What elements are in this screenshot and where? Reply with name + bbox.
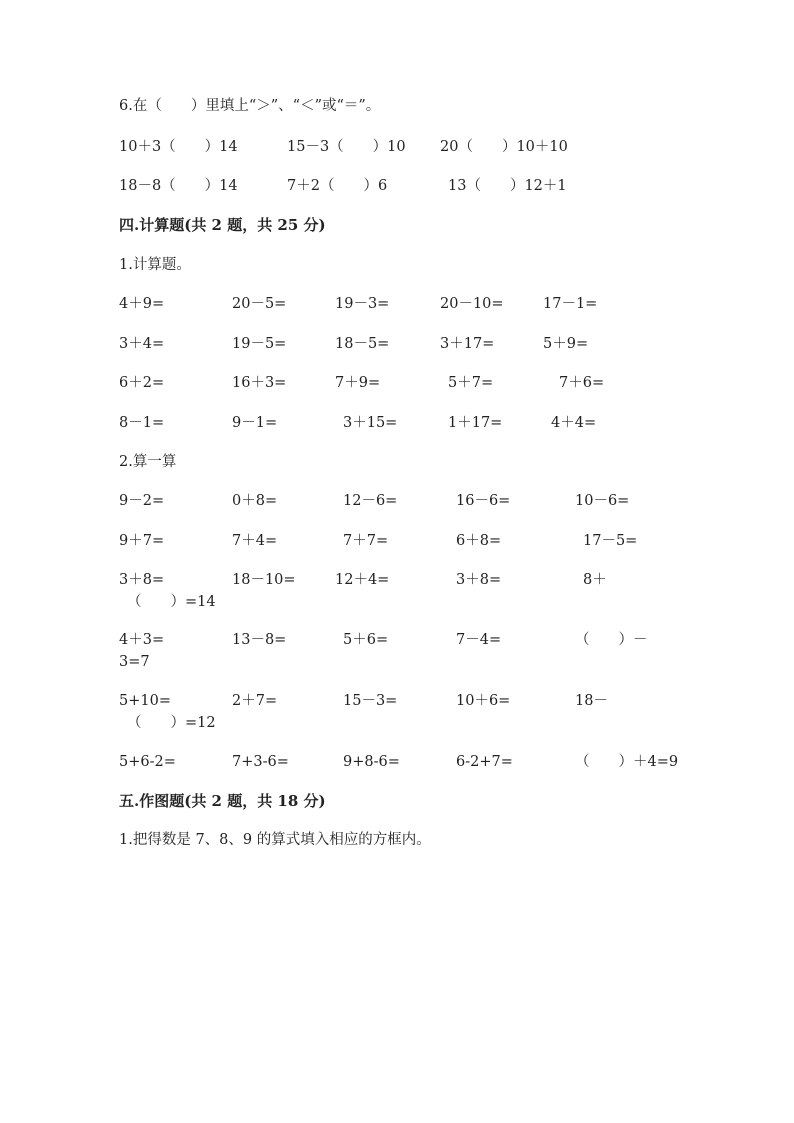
calc-item: 10－6= [575,493,630,509]
calc-item: 9－2= [119,493,165,509]
calc-item: 4＋4= [551,415,597,431]
calc-item: 16＋3= [232,375,287,391]
calc-item: 3＋15= [343,415,398,431]
calc-item: 17－5= [583,533,638,549]
calc-item: 8＋ [583,572,607,588]
calc-item: 4＋9= [119,296,165,312]
calc-item: 9－1= [232,415,278,431]
calc-item: 5+10= [119,693,171,709]
calc-item: 18－10= [232,572,296,588]
section-4-q2-title: 2.算一算 [119,454,177,470]
calc-item: 6-2+7= [456,754,513,770]
calc-item: 19－3= [335,296,390,312]
calc-item: 5＋9= [543,336,589,352]
calc-item: 3＋4= [119,336,165,352]
calc-item: 0＋8= [232,493,278,509]
calc-item: 12＋4= [335,572,390,588]
calc-item: 6＋2= [119,375,165,391]
calc-item: 7+3-6= [232,754,289,770]
calc-item: 20－5= [232,296,287,312]
section-4-heading: 四.计算题(共 2 题，共 25 分) [119,216,326,234]
section-5-q1-title: 1.把得数是 7、8、9 的算式填入相应的方框内。 [119,832,431,848]
calc-item: 5＋6= [343,632,389,648]
calc-item: 18－5= [335,336,390,352]
calc-item: 7＋7= [343,533,389,549]
calc-item-wrap: （ ）=14 [127,594,216,610]
calc-item: 9＋7= [119,533,165,549]
calc-item: （ ）－ [575,632,648,648]
q6-item: 10＋3（ ）14 [119,139,238,155]
calc-item: 13－8= [232,632,287,648]
calc-item-wrap: 3=7 [119,654,150,670]
calc-item: 17－1= [543,296,598,312]
calc-item: 5+6-2= [119,754,176,770]
calc-item: 10＋6= [456,693,511,709]
calc-item: 20－10= [440,296,504,312]
q6-item: 18－8（ ）14 [119,178,238,194]
calc-item: 3＋17= [440,336,495,352]
calc-item: 5＋7= [448,375,494,391]
calc-item: 19－5= [232,336,287,352]
calc-item: 1＋17= [448,415,503,431]
question-6-title: 6.在（ ）里填上“＞”、“＜”或“＝”。 [119,98,381,114]
section-4-q1-title: 1.计算题。 [119,257,191,273]
calc-item: 18－ [575,693,608,709]
calc-item: 2＋7= [232,693,278,709]
q6-item: 7＋2（ ）6 [287,178,388,194]
calc-item: 12－6= [343,493,398,509]
calc-item: 6＋8= [456,533,502,549]
calc-item: 7－4= [456,632,502,648]
q6-item: 13（ ）12＋1 [448,178,567,194]
section-5-heading: 五.作图题(共 2 题，共 18 分) [119,792,326,810]
q6-item: 15－3（ ）10 [287,139,406,155]
calc-item: 4＋3= [119,632,165,648]
calc-item: 16－6= [456,493,511,509]
calc-item: 9+8-6= [343,754,400,770]
calc-item: 3＋8= [456,572,502,588]
calc-item: 7＋6= [559,375,605,391]
calc-item: 7＋9= [335,375,381,391]
calc-item-wrap: （ ）=12 [127,715,216,731]
q6-item: 20（ ）10＋10 [440,139,568,155]
calc-item: 8－1= [119,415,165,431]
calc-item: （ ）＋4=9 [575,754,679,770]
calc-item: 7＋4= [232,533,278,549]
calc-item: 3＋8= [119,572,165,588]
calc-item: 15－3= [343,693,398,709]
